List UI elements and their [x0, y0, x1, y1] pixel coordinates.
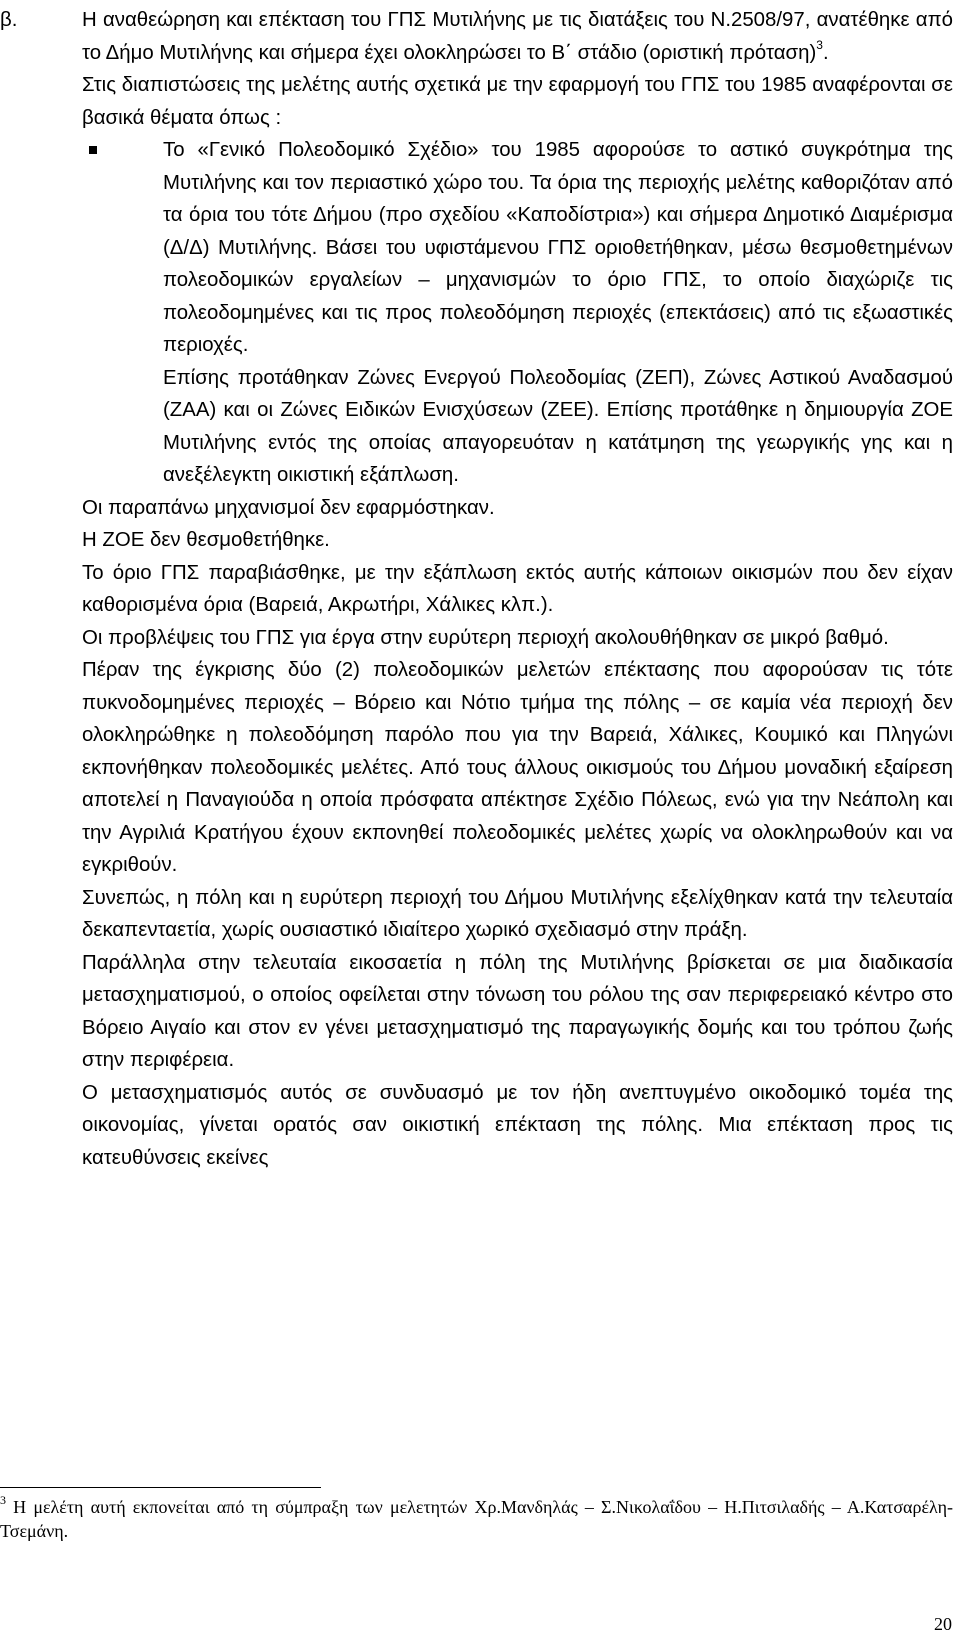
footnote-text: Η μελέτη αυτή εκπονείται από τη σύμπραξη των μελετητών Χρ.Μανδηλάς – Σ.Νικολαΐδου – Η.Πιτσιλαδής – Α.Κατσαρέλη-Τσεμάνη. — [0, 1497, 954, 1541]
footnote-marker: 3 — [0, 1493, 6, 1507]
paragraph: Παράλληλα στην τελευταία εικοσαετία η πόλη της Μυτιλήνης βρίσκεται σε μια διαδικασία μετασχηματισμού, ο οποίος οφείλεται στην τόνωση του ρόλου της σαν περιφερειακό κέντρο στο Βόρειο Αιγαίο και στον εν γένει μετασχηματισμό της παραγωγικής δομής και του τρόπου ζωής στην περιφέρεια. — [82, 951, 953, 1071]
bullet-item — [82, 134, 953, 362]
intro-paragraph: Στις διαπιστώσεις της μελέτης αυτής σχετικά με την εφαρμογή του ΓΠΣ του 1985 αναφέρονται σε βασικά θέματα όπως : — [82, 74, 953, 129]
main-text — [0, 4, 953, 1174]
item-b-text-end: . — [822, 41, 829, 64]
footnote — [0, 1495, 953, 1543]
square-bullet-icon — [89, 146, 97, 154]
paragraph: Οι παραπάνω μηχανισμοί δεν εφαρμόστηκαν. — [82, 496, 495, 519]
bullet-continuation: Επίσης προτάθηκαν Ζώνες Ενεργού Πολεοδομίας (ΖΕΠ), Ζώνες Αστικού Αναδασμού (ΖΑΑ) και οι Ζώνες Ειδικών Ενισχύσεων (ΖΕΕ). Επίσης προτάθηκε η δημιουργία ΖΟΕ Μυτιλήνης εντός της οποίας απαγορευόταν η κατάτμηση της γεωργικής γης και η ανεξέλεγκτη οικιστική εξάπλωση. — [163, 366, 953, 486]
paragraph: Συνεπώς, η πόλη και η ευρύτερη περιοχή του Δήμου Μυτιλήνης εξελίχθηκαν κατά την τελευταία δεκαπενταετία, χωρίς ουσιαστικό ιδιαίτερο χωρικό σχεδιασμό στην πράξη. — [82, 886, 953, 941]
paragraph: Ο μετασχηματισμός αυτός σε συνδυασμό με τον ήδη ανεπτυγμένο οικοδομικό τομέα της οικονομίας, γίνεται ορατός σαν οικιστική επέκταση της πόλης. Μια επέκταση προς τις κατευθύνσεις εκείνες — [82, 1081, 953, 1169]
item-b-marker: β. — [0, 9, 18, 31]
paragraph: Οι προβλέψεις του ΓΠΣ για έργα στην ευρύτερη περιοχή ακολουθήθηκαν σε μικρό βαθμό. — [82, 626, 889, 649]
item-b-text: Η αναθεώρηση και επέκταση του ΓΠΣ Μυτιλήνης με τις διατάξεις του Ν.2508/97, ανατέθηκε από το Δήμο Μυτιλήνης και σήμερα έχει ολοκληρώσει το Β΄ στάδιο (οριστική πρόταση) — [82, 9, 953, 64]
paragraph: Η ΖΟΕ δεν θεσμοθετήθηκε. — [82, 529, 330, 551]
footnote-reference: 3 — [816, 37, 823, 52]
page-number: 20 — [934, 1614, 952, 1634]
item-b-paragraph — [0, 4, 953, 69]
footnote-separator — [0, 1487, 321, 1488]
paragraph: Πέραν της έγκρισης δύο (2) πολεοδομικών μελετών επέκτασης που αφορούσαν τις τότε πυκνοδομημένες περιοχές – Βόρειο και Νότιο τμήμα της πόλης – σε καμία νέα περιοχή δεν ολοκληρώθηκε η πολεοδόμηση παρόλο που για την Βαρειά, Χάλικες, Κουμικό και Πληγώνι εκπονήθηκαν πολεοδομικές μελέτες. Από τους άλλους οικισμούς του Δήμου μοναδική εξαίρεση αποτελεί η Παναγιούδα η οποία πρόσφατα απέκτησε Σχέδιο Πόλεως, ενώ για την Νεάπολη και την Αγριλιά Κρατήγου έχουν εκπονηθεί πολεοδομικές μελέτες χωρίς να ολοκληρωθούν και να εγκριθούν. — [82, 659, 953, 876]
paragraph: Το όριο ΓΠΣ παραβιάσθηκε, με την εξάπλωση εκτός αυτής κάποιων οικισμών που δεν είχαν καθορισμένα όρια (Βαρειά, Ακρωτήρι, Χάλικες κλπ.). — [82, 561, 953, 616]
bullet-text: Το «Γενικό Πολεοδομικό Σχέδιο» του 1985 αφορούσε το αστικό συγκρότημα της Μυτιλήνης και τον περιαστικό χώρο του. Τα όρια της περιοχής μελέτης καθοριζόταν από τα όρια του τότε Δήμου (προ σχεδίου «Καποδίστρια») και σήμερα Δημοτικό Διαμέρισμα (Δ/Δ) Μυτιλήνης. Βάσει του υφιστάμενου ΓΠΣ οριοθετήθηκαν, μέσω θεσμοθετημένων πολεοδομικών εργαλείων – μηχανισμών το όριο ΓΠΣ, το οποίο διαχώριζε τις πολεοδομημένες και τις προς πολεοδόμηση περιοχές (επεκτάσεις) από τις εξωαστικές περιοχές. — [163, 139, 953, 356]
